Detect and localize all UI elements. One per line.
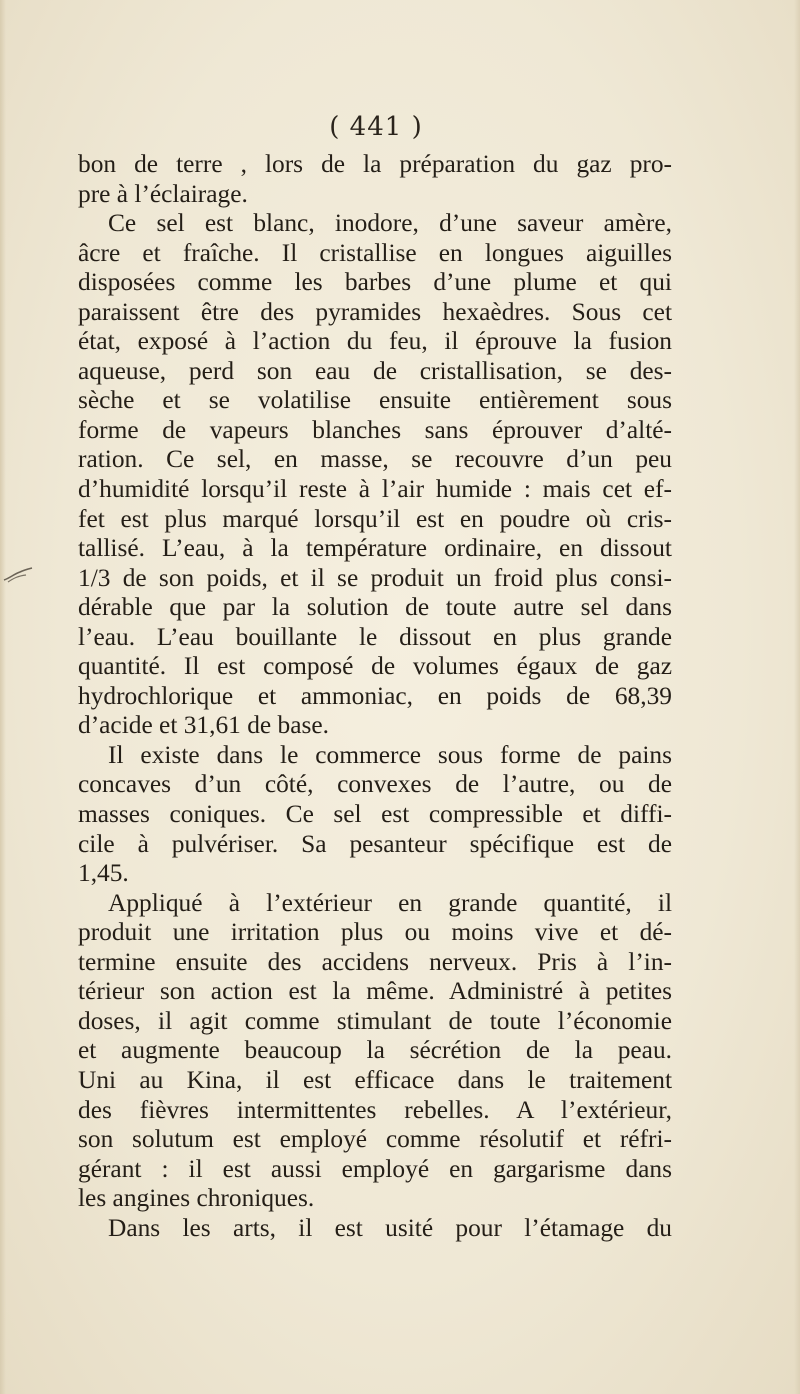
text-line: d’humidité lorsqu’il reste à l’air humide : mais cet ef- (78, 475, 672, 504)
text-line: produit une irritation plus ou moins vive et dé- (78, 918, 672, 947)
margin-pencil-mark (2, 566, 34, 584)
text-line: aqueuse, perd son eau de cristallisation, se des- (78, 356, 672, 385)
text-line: pre à l’éclairage. (78, 179, 248, 208)
text-line: Il existe dans le commerce sous forme de pains (108, 740, 672, 769)
text-line: bon de terre , lors de la préparation du gaz pro- (78, 150, 672, 178)
text-line: d’acide et 31,61 de base. (78, 711, 329, 740)
text-line: hydrochlorique et ammoniac, en poids de 68,39 (78, 681, 672, 710)
text-line: térieur son action est la même. Administré à petites (78, 977, 672, 1006)
text-line: sèche et se volatilise ensuite entièrement sous (78, 386, 672, 415)
text-line: ration. Ce sel, en masse, se recouvre d’un peu (78, 445, 672, 474)
text-line: 1,45. (78, 859, 129, 888)
page-number: ( 441 ) (329, 112, 423, 142)
text-line: Dans les arts, il est usité pour l’étamage du (108, 1213, 672, 1242)
text-line: concaves d’un côté, convexes de l’autre, ou de (78, 770, 672, 799)
text-line: des fièvres intermittentes rebelles. A l’extérieur, (78, 1095, 672, 1124)
page-edge-right (794, 0, 800, 1394)
text-line: l’eau. L’eau bouillante le dissout en plus grande (78, 622, 672, 651)
text-line: état, exposé à l’action du feu, il éprouve la fusion (78, 327, 672, 356)
text-line: doses, il agit comme stimulant de toute l’économie (78, 1006, 672, 1035)
text-line: quantité. Il est composé de volumes égaux de gaz (78, 652, 672, 681)
text-line: Appliqué à l’extérieur en grande quantité, il (108, 888, 672, 917)
text-line: et augmente beaucoup la sécrétion de la peau. (78, 1036, 672, 1065)
text-line: paraissent être des pyramides hexaèdres. Sous cet (78, 297, 672, 326)
text-line: 1/3 de son poids, et il se produit un froid plus consi- (78, 563, 672, 592)
text-line: cile à pulvériser. Sa pesanteur spécifique est de (78, 829, 672, 858)
text-line: termine ensuite des accidens nerveux. Pris à l’in- (78, 947, 672, 976)
text-line: âcre et fraîche. Il cristallise en longues aiguilles (78, 238, 672, 267)
text-line: fet est plus marqué lorsqu’il est en poudre où cris- (78, 504, 672, 533)
text-line: forme de vapeurs blanches sans éprouver d’alté- (78, 415, 672, 444)
text-line: tallisé. L’eau, à la température ordinaire, en dissout (78, 534, 672, 563)
text-line: masses coniques. Ce sel est compressible et diffi- (78, 800, 672, 829)
text-line: Ce sel est blanc, inodore, d’une saveur amère, (108, 209, 672, 238)
text-line: gérant : il est aussi employé en gargarisme dans (78, 1154, 672, 1183)
text-line: Uni au Kina, il est efficace dans le traitement (78, 1065, 672, 1094)
text-line: disposées comme les barbes d’une plume et qui (78, 268, 672, 297)
body-text (78, 150, 672, 1243)
text-line: son solutum est employé comme résolutif et réfri- (78, 1125, 672, 1154)
page-edge-left (0, 0, 6, 1394)
text-line: les angines chroniques. (78, 1184, 315, 1213)
text-line: dérable que par la solution de toute autre sel dans (78, 593, 672, 622)
